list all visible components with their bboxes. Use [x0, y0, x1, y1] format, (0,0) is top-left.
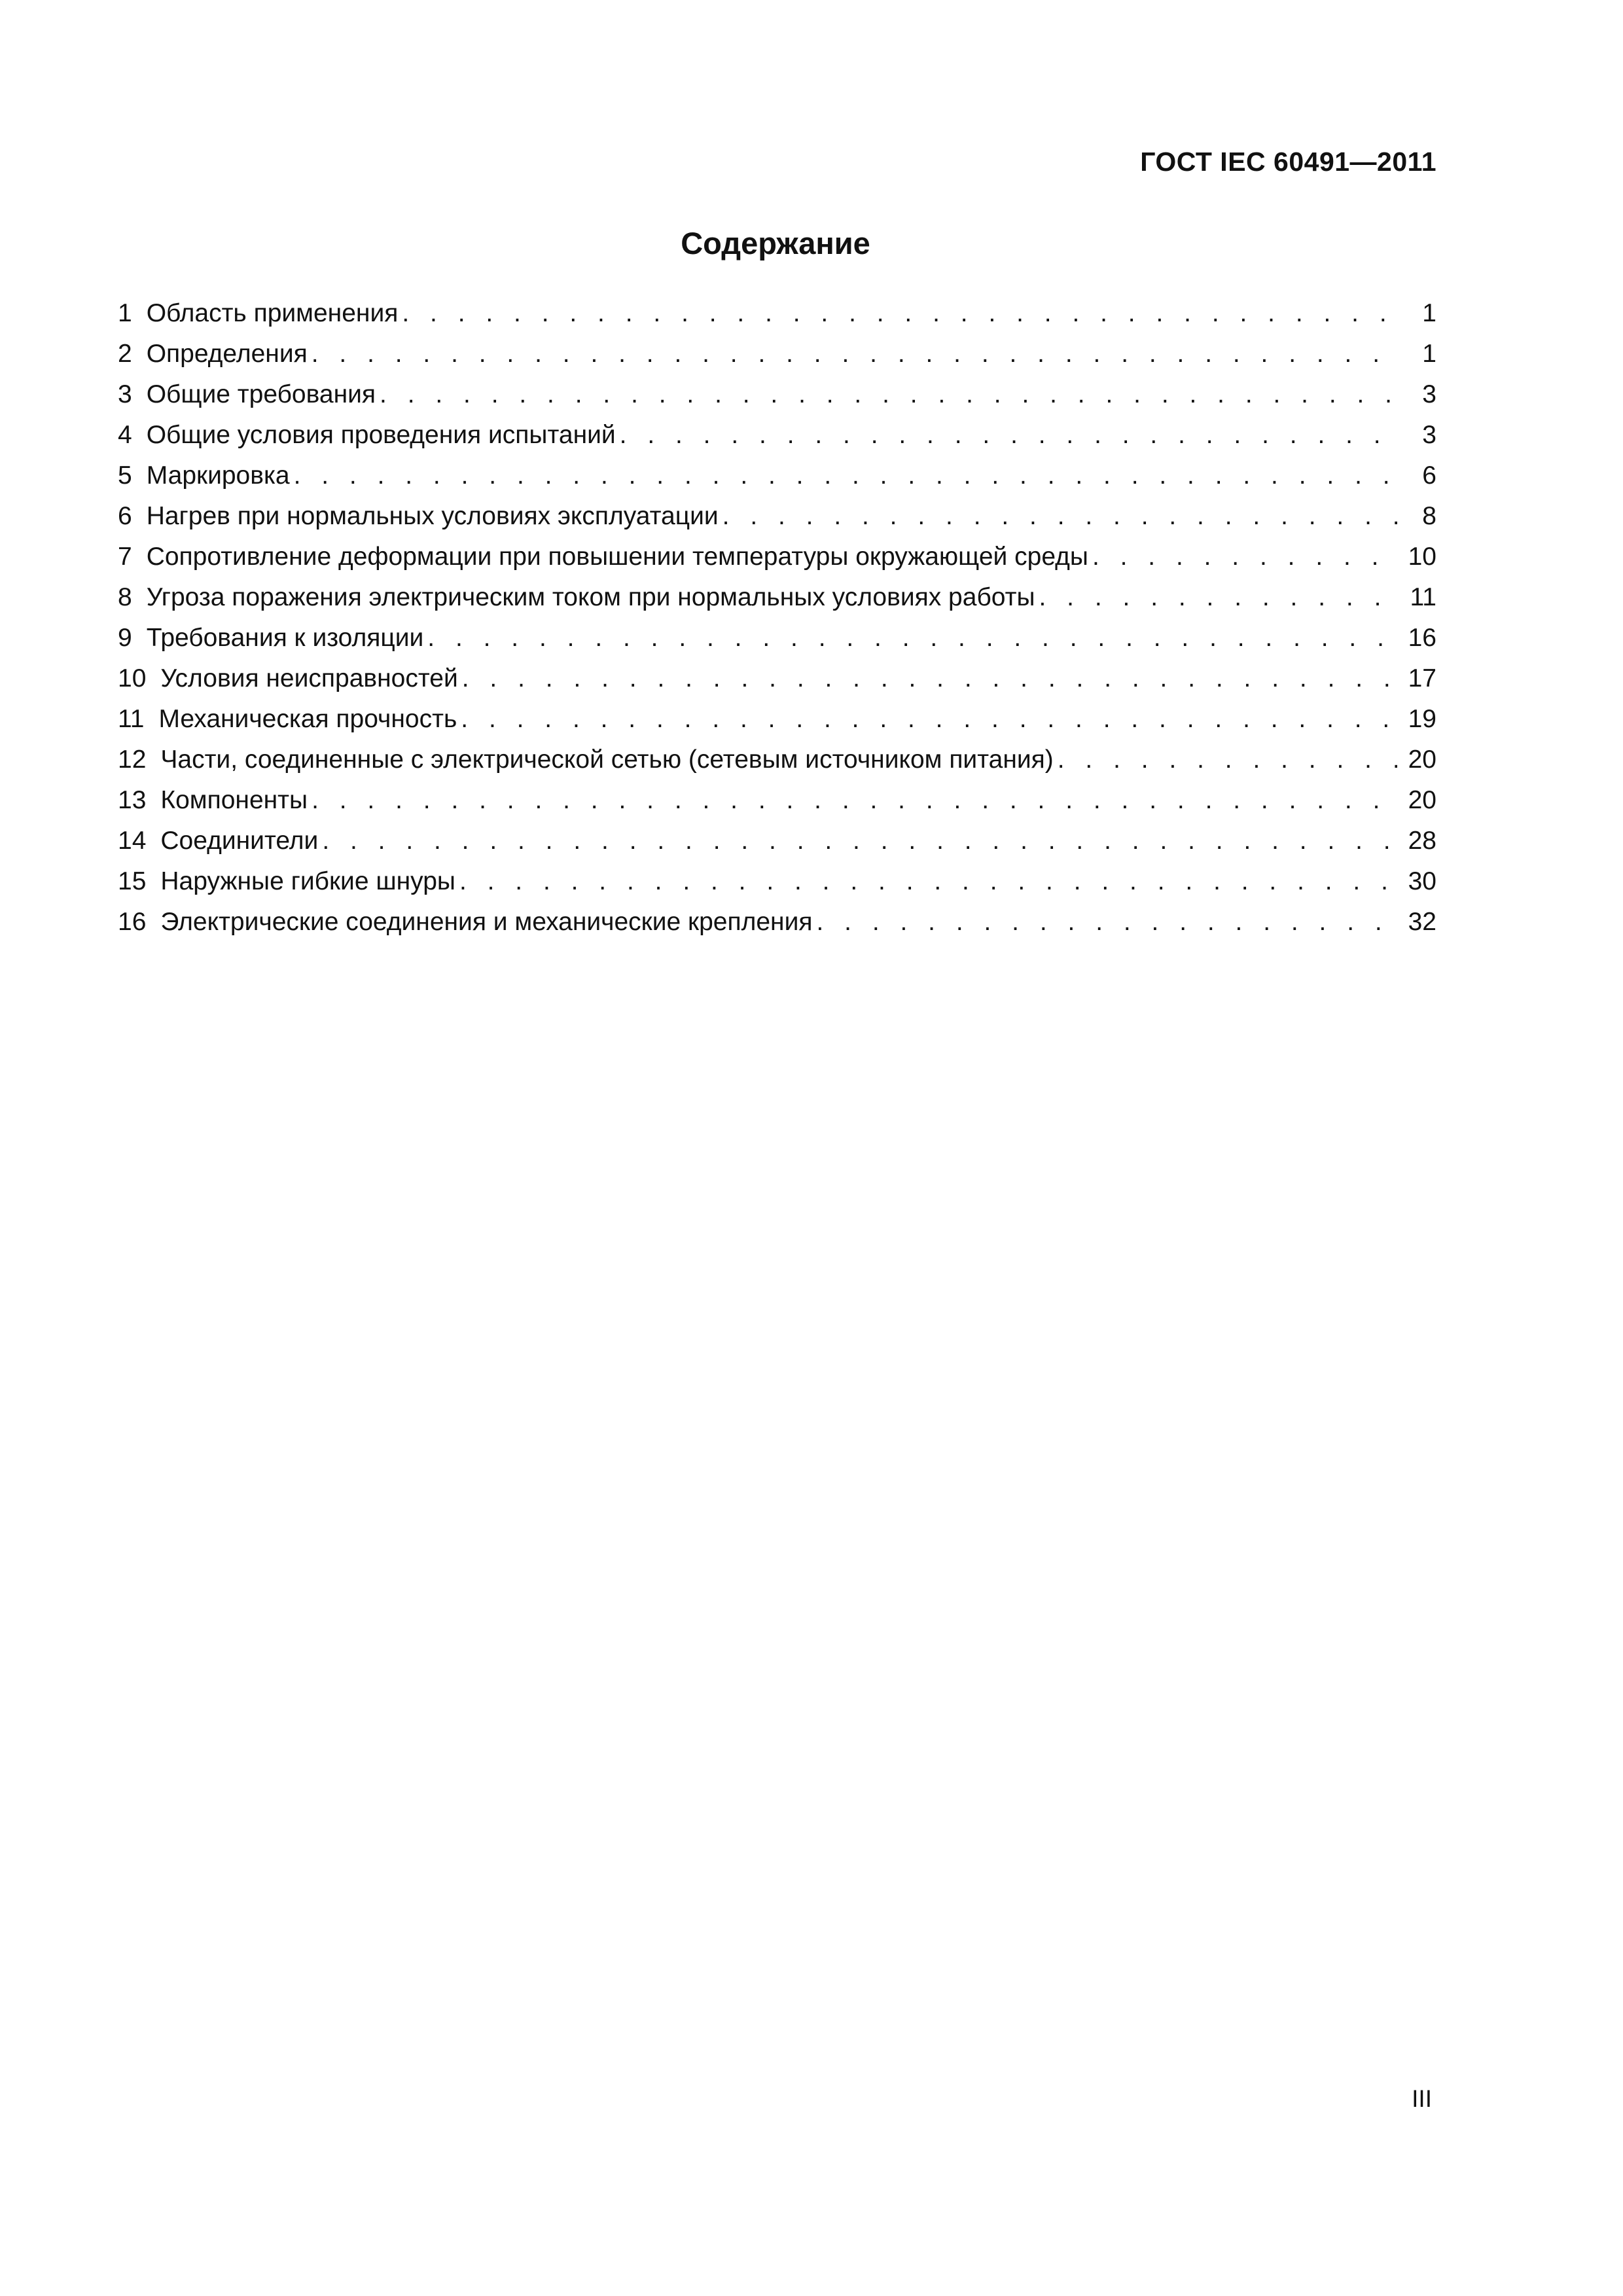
toc-entry[interactable] — [118, 456, 1436, 496]
toc-entry-label: Части, соединенные с электрической сетью (сетевым источником питания) — [160, 745, 1054, 774]
toc-entry-number: 6 — [118, 502, 132, 530]
toc-entry-number: 15 — [118, 867, 147, 895]
toc-entry-number: 5 — [118, 461, 132, 490]
toc-entry-number: 12 — [118, 745, 147, 774]
toc-entry-number: 1 — [118, 299, 132, 327]
toc-entry-label: Условия неисправностей — [160, 664, 458, 692]
toc-entry-label: Общие условия проведения испытаний — [146, 421, 616, 449]
toc-entry[interactable] — [118, 415, 1436, 456]
toc-dot-leader — [427, 618, 1397, 658]
toc-entry-label: Соединители — [160, 827, 319, 855]
toc-entry-number: 7 — [118, 543, 132, 571]
toc-dot-leader — [402, 293, 1397, 334]
toc-entry-page: 28 — [1408, 827, 1436, 855]
toc-entry[interactable] — [118, 861, 1436, 902]
toc-entry-number: 13 — [118, 786, 147, 814]
toc-entry-number: 16 — [118, 908, 147, 936]
toc-dot-leader — [1058, 740, 1397, 780]
toc-entry-label: Угроза поражения электрическим током при нормальных условиях работы — [146, 583, 1035, 611]
toc-entry[interactable] — [118, 577, 1436, 618]
toc-entry-label: Нагрев при нормальных условиях эксплуатации — [146, 502, 719, 530]
toc-entry-page: 30 — [1408, 867, 1436, 895]
toc-dot-leader — [322, 821, 1397, 861]
toc-entry-page: 20 — [1408, 745, 1436, 774]
toc-entry-label: Требования к изоляции — [146, 624, 424, 652]
toc-entry-page: 10 — [1408, 543, 1436, 571]
toc-dot-leader — [294, 456, 1397, 496]
toc-entry[interactable] — [118, 740, 1436, 780]
toc-entry-page: 1 — [1422, 299, 1436, 327]
toc-entry-number: 14 — [118, 827, 147, 855]
toc-entry-label: Общие требования — [146, 380, 376, 408]
toc-entry-page: 1 — [1422, 340, 1436, 368]
toc-dot-leader — [380, 374, 1397, 415]
toc-entry-page: 3 — [1422, 380, 1436, 408]
toc-entry-label: Наружные гибкие шнуры — [160, 867, 455, 895]
toc-dot-leader — [459, 861, 1397, 902]
table-of-contents — [118, 293, 1436, 942]
standard-code-header: ГОСТ IEC 60491—2011 — [1140, 147, 1436, 177]
toc-entry-page: 17 — [1408, 664, 1436, 692]
toc-entry[interactable] — [118, 374, 1436, 415]
toc-entry[interactable] — [118, 658, 1436, 699]
toc-entry-page: 19 — [1408, 705, 1436, 733]
toc-entry[interactable] — [118, 699, 1436, 740]
toc-dot-leader — [462, 658, 1397, 699]
toc-entry[interactable] — [118, 618, 1436, 658]
toc-entry[interactable] — [118, 902, 1436, 942]
toc-entry-label: Сопротивление деформации при повышении температуры окружающей среды — [146, 543, 1088, 571]
toc-entry-label: Механическая прочность — [158, 705, 457, 733]
toc-entry-number: 3 — [118, 380, 132, 408]
toc-entry[interactable] — [118, 293, 1436, 334]
toc-entry-label: Область применения — [146, 299, 399, 327]
toc-entry[interactable] — [118, 821, 1436, 861]
toc-entry-page: 6 — [1422, 461, 1436, 490]
toc-entry-page: 3 — [1422, 421, 1436, 449]
toc-entry-number: 2 — [118, 340, 132, 368]
toc-entry-number: 4 — [118, 421, 132, 449]
toc-dot-leader — [620, 415, 1397, 456]
toc-entry-label: Электрические соединения и механические крепления — [160, 908, 813, 936]
toc-dot-leader — [461, 699, 1397, 740]
toc-dot-leader — [312, 780, 1397, 821]
toc-entry[interactable] — [118, 334, 1436, 374]
toc-entry-page: 11 — [1410, 583, 1436, 611]
toc-entry-page: 8 — [1422, 502, 1436, 530]
toc-title: Содержание — [681, 226, 870, 260]
toc-entry[interactable] — [118, 780, 1436, 821]
toc-entry-page: 32 — [1408, 908, 1436, 936]
toc-entry-label: Маркировка — [146, 461, 290, 490]
toc-dot-leader — [312, 334, 1397, 374]
toc-dot-leader — [1039, 577, 1397, 618]
toc-entry-number: 8 — [118, 583, 132, 611]
toc-entry-number: 9 — [118, 624, 132, 652]
toc-entry-page: 20 — [1408, 786, 1436, 814]
page-number: III — [1412, 2085, 1432, 2112]
toc-entry-page: 16 — [1408, 624, 1436, 652]
toc-entry-number: 11 — [118, 705, 145, 733]
toc-entry-label: Определения — [146, 340, 308, 368]
toc-dot-leader — [722, 496, 1397, 537]
toc-entry[interactable] — [118, 537, 1436, 577]
toc-dot-leader — [1092, 537, 1397, 577]
toc-entry-label: Компоненты — [160, 786, 308, 814]
toc-entry[interactable] — [118, 496, 1436, 537]
toc-dot-leader — [816, 902, 1397, 942]
toc-entry-number: 10 — [118, 664, 147, 692]
